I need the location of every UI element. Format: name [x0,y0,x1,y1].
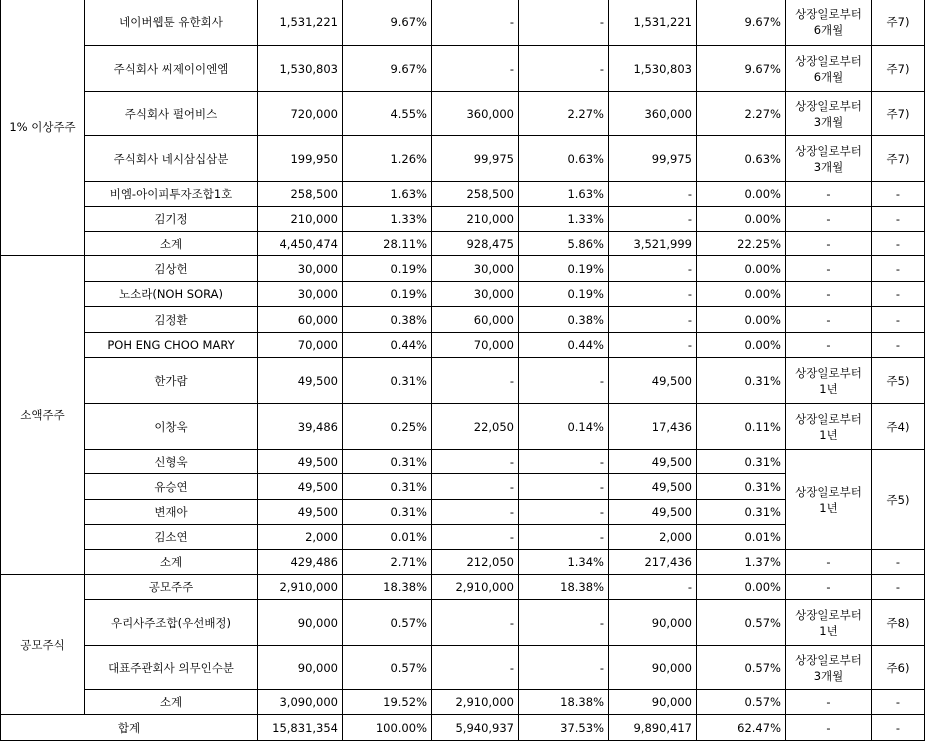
tradable-ratio: 0.19% [519,256,609,282]
total-shares: 49,500 [258,358,343,404]
total-shares: 3,090,000 [258,690,343,715]
tradable-ratio: 0.19% [519,282,609,307]
tradable-ratio: 1.34% [519,550,609,575]
total-shares: 30,000 [258,282,343,307]
locked-ratio: 0.01% [697,525,786,550]
locked-shares: - [609,333,697,358]
holder-name: 김기정 [85,207,258,232]
note: - [872,690,925,715]
total-shares: 1,530,803 [258,46,343,92]
locked-ratio: 2.27% [697,92,786,136]
holder-name: 신형욱 [85,450,258,474]
table-row [1,600,925,646]
locked-shares: 360,000 [609,92,697,136]
locked-shares: 99,975 [609,136,697,182]
locked-shares: 217,436 [609,550,697,575]
subtotal-row [1,232,925,256]
lockup-period: - [786,550,872,575]
note: - [872,575,925,600]
total-shares: 49,500 [258,474,343,500]
lockup-period: - [786,282,872,307]
tradable-ratio: - [519,0,609,46]
note: 주7) [872,92,925,136]
note: 주5) [872,358,925,404]
tradable-ratio: 0.63% [519,136,609,182]
total-shares: 210,000 [258,207,343,232]
lockup-period: - [786,182,872,207]
subtotal-label: 소계 [85,550,258,575]
holder-name: POH ENG CHOO MARY [85,333,258,358]
total-ratio: 0.31% [343,474,432,500]
total-ratio: 18.38% [343,575,432,600]
tradable-shares: 22,050 [432,404,519,450]
tradable-ratio: - [519,450,609,474]
tradable-ratio: - [519,600,609,646]
lockup-period: 상장일로부터 3개월 [786,136,872,182]
locked-ratio: 0.00% [697,575,786,600]
tradable-ratio: - [519,646,609,690]
locked-ratio: 0.00% [697,182,786,207]
total-ratio: 0.01% [343,525,432,550]
locked-shares: 90,000 [609,646,697,690]
locked-ratio: 0.31% [697,358,786,404]
tradable-shares: 2,910,000 [432,575,519,600]
table-row [1,46,925,92]
total-ratio: 4.55% [343,92,432,136]
tradable-shares: - [432,0,519,46]
tradable-shares: 5,940,937 [432,715,519,741]
total-shares: 4,450,474 [258,232,343,256]
total-shares: 60,000 [258,307,343,333]
subtotal-label: 소계 [85,232,258,256]
lockup-period: - [786,333,872,358]
note: 주7) [872,46,925,92]
lockup-period: 상장일로부터 1년 [786,450,872,550]
total-shares: 258,500 [258,182,343,207]
total-ratio: 1.26% [343,136,432,182]
total-shares: 1,531,221 [258,0,343,46]
table-row [1,256,925,282]
table-row [1,358,925,404]
total-shares: 2,000 [258,525,343,550]
tradable-shares: - [432,450,519,474]
lockup-period: 상장일로부터 3개월 [786,92,872,136]
tradable-shares: - [432,474,519,500]
tradable-shares: 360,000 [432,92,519,136]
locked-ratio: 0.00% [697,282,786,307]
tradable-ratio: 0.38% [519,307,609,333]
note: - [872,333,925,358]
tradable-shares: - [432,600,519,646]
total-ratio: 0.31% [343,500,432,525]
tradable-shares: - [432,525,519,550]
note: 주6) [872,646,925,690]
subtotal-row [1,690,925,715]
locked-shares: 90,000 [609,690,697,715]
locked-ratio: 0.00% [697,256,786,282]
table-row [1,182,925,207]
locked-shares: 49,500 [609,358,697,404]
table-row [1,136,925,182]
tradable-shares: 99,975 [432,136,519,182]
locked-ratio: 0.11% [697,404,786,450]
note: - [872,282,925,307]
locked-ratio: 0.63% [697,136,786,182]
locked-shares: 1,531,221 [609,0,697,46]
total-ratio: 0.31% [343,450,432,474]
note: - [872,182,925,207]
tradable-shares: - [432,358,519,404]
total-ratio: 9.67% [343,0,432,46]
subtotal-label: 소계 [85,690,258,715]
holder-name: 주식회사 펄어비스 [85,92,258,136]
note: - [872,550,925,575]
note: - [872,232,925,256]
holder-name: 우리사주조합(우선배정) [85,600,258,646]
total-ratio: 0.57% [343,600,432,646]
total-shares: 70,000 [258,333,343,358]
table-row [1,575,925,600]
tradable-shares: 60,000 [432,307,519,333]
total-ratio: 0.19% [343,282,432,307]
holder-name: 김정환 [85,307,258,333]
lockup-period: - [786,207,872,232]
holder-name: 변재아 [85,500,258,525]
lockup-period: 상장일로부터 3개월 [786,646,872,690]
table-row [1,307,925,333]
locked-ratio: 0.57% [697,600,786,646]
locked-ratio: 0.31% [697,474,786,500]
tradable-ratio: 0.44% [519,333,609,358]
table-row [1,92,925,136]
note: - [872,715,925,741]
total-ratio: 0.31% [343,358,432,404]
table-row [1,207,925,232]
lockup-period: - [786,715,872,741]
note: 주4) [872,404,925,450]
tradable-shares: - [432,46,519,92]
tradable-shares: 30,000 [432,282,519,307]
tradable-shares: 70,000 [432,333,519,358]
locked-ratio: 9.67% [697,0,786,46]
total-ratio: 0.19% [343,256,432,282]
holder-name: 대표주관회사 의무인수분 [85,646,258,690]
total-shares: 2,910,000 [258,575,343,600]
locked-ratio: 0.57% [697,646,786,690]
holder-name: 김상헌 [85,256,258,282]
group-label-minor: 소액주주 [1,256,85,575]
tradable-ratio: 0.14% [519,404,609,450]
holder-name: 노소라(NOH SORA) [85,282,258,307]
tradable-shares: 2,910,000 [432,690,519,715]
tradable-ratio: - [519,500,609,525]
note: 주8) [872,600,925,646]
table-row [1,450,925,474]
tradable-ratio: 18.38% [519,575,609,600]
locked-shares: - [609,256,697,282]
locked-ratio: 0.31% [697,500,786,525]
total-ratio: 0.25% [343,404,432,450]
total-shares: 90,000 [258,600,343,646]
holder-name: 주식회사 씨제이이엔엠 [85,46,258,92]
holder-name: 네이버웹툰 유한회사 [85,0,258,46]
table-row [1,0,925,46]
note: 주7) [872,0,925,46]
locked-shares: - [609,575,697,600]
tradable-ratio: 18.38% [519,690,609,715]
total-row [1,715,925,741]
table-row [1,282,925,307]
tradable-ratio: - [519,474,609,500]
tradable-ratio: - [519,46,609,92]
locked-shares: 2,000 [609,525,697,550]
table-row [1,333,925,358]
locked-ratio: 0.00% [697,207,786,232]
table-row [1,404,925,450]
locked-shares: 9,890,417 [609,715,697,741]
locked-shares: - [609,282,697,307]
lockup-period: 상장일로부터 6개월 [786,0,872,46]
tradable-ratio: 1.63% [519,182,609,207]
locked-ratio: 9.67% [697,46,786,92]
locked-shares: - [609,182,697,207]
lockup-period: - [786,256,872,282]
total-shares: 720,000 [258,92,343,136]
locked-shares: 17,436 [609,404,697,450]
total-ratio: 0.38% [343,307,432,333]
tradable-shares: - [432,646,519,690]
total-shares: 30,000 [258,256,343,282]
holder-name: 한가람 [85,358,258,404]
total-shares: 15,831,354 [258,715,343,741]
total-ratio: 0.57% [343,646,432,690]
note: - [872,256,925,282]
locked-shares: - [609,207,697,232]
locked-shares: 49,500 [609,450,697,474]
tradable-ratio: 5.86% [519,232,609,256]
locked-shares: 1,530,803 [609,46,697,92]
tradable-ratio: 2.27% [519,92,609,136]
tradable-shares: 928,475 [432,232,519,256]
locked-ratio: 0.00% [697,333,786,358]
note: 주7) [872,136,925,182]
locked-ratio: 0.31% [697,450,786,474]
tradable-ratio: 37.53% [519,715,609,741]
total-shares: 39,486 [258,404,343,450]
holder-name: 유승연 [85,474,258,500]
total-ratio: 100.00% [343,715,432,741]
table-row [1,646,925,690]
lockup-period: - [786,690,872,715]
total-ratio: 1.33% [343,207,432,232]
locked-shares: 90,000 [609,600,697,646]
tradable-ratio: - [519,525,609,550]
locked-ratio: 0.00% [697,307,786,333]
note: 주5) [872,450,925,550]
lockup-period: - [786,232,872,256]
total-ratio: 0.44% [343,333,432,358]
lockup-period: 상장일로부터 1년 [786,404,872,450]
holder-name: 주식회사 네시삼십삼분 [85,136,258,182]
note: - [872,307,925,333]
locked-ratio: 0.57% [697,690,786,715]
group-label-public: 공모주식 [1,575,85,715]
total-label: 합계 [1,715,258,741]
lockup-period: 상장일로부터 6개월 [786,46,872,92]
holder-name: 비엠-아이피투자조합1호 [85,182,258,207]
locked-shares: 3,521,999 [609,232,697,256]
total-shares: 49,500 [258,450,343,474]
total-shares: 49,500 [258,500,343,525]
holder-name: 김소연 [85,525,258,550]
locked-ratio: 22.25% [697,232,786,256]
total-ratio: 19.52% [343,690,432,715]
tradable-shares: 212,050 [432,550,519,575]
tradable-ratio: 1.33% [519,207,609,232]
lockup-period: - [786,307,872,333]
tradable-ratio: - [519,358,609,404]
lockup-period: - [786,575,872,600]
note: - [872,207,925,232]
locked-ratio: 62.47% [697,715,786,741]
locked-shares: - [609,307,697,333]
lockup-period: 상장일로부터 1년 [786,600,872,646]
total-ratio: 28.11% [343,232,432,256]
group-label-major: 1% 이상주주 [1,0,85,256]
locked-shares: 49,500 [609,500,697,525]
holder-name: 이창욱 [85,404,258,450]
tradable-shares: 30,000 [432,256,519,282]
total-ratio: 9.67% [343,46,432,92]
locked-ratio: 1.37% [697,550,786,575]
tradable-shares: 210,000 [432,207,519,232]
subtotal-row [1,550,925,575]
total-ratio: 2.71% [343,550,432,575]
lockup-period: 상장일로부터 1년 [786,358,872,404]
total-shares: 429,486 [258,550,343,575]
tradable-shares: 258,500 [432,182,519,207]
locked-shares: 49,500 [609,474,697,500]
holder-name: 공모주주 [85,575,258,600]
tradable-shares: - [432,500,519,525]
total-shares: 199,950 [258,136,343,182]
total-shares: 90,000 [258,646,343,690]
total-ratio: 1.63% [343,182,432,207]
